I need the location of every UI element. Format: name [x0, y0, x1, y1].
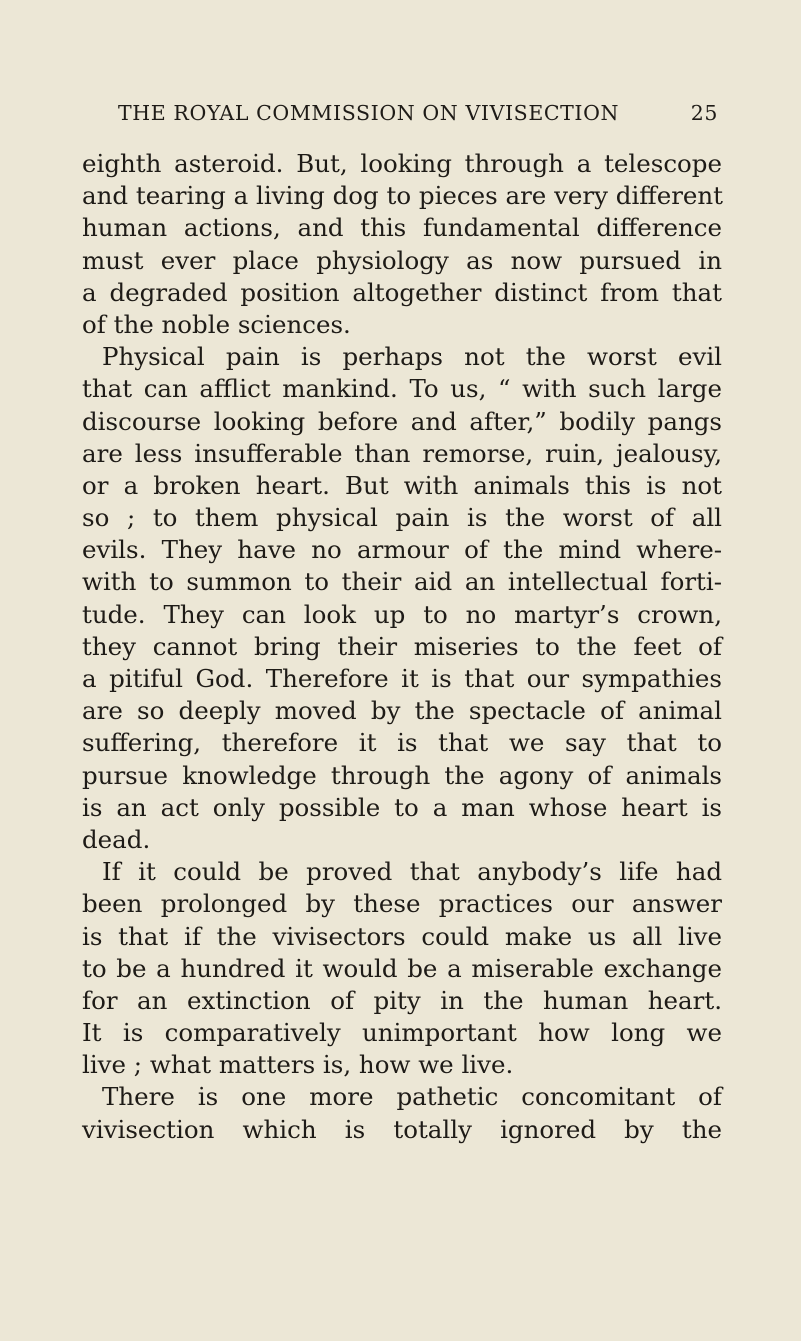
text-line: dead. — [82, 824, 151, 854]
text-line: human actions, and this fundamental difference — [82, 213, 722, 243]
text-line: or a broken heart. But with animals this is not — [82, 470, 722, 500]
text-line: are less insufferable than remorse, ruin, jealousy, — [82, 438, 722, 468]
text-line: eighth asteroid. But, looking through a telescope — [82, 149, 722, 178]
text-line: evils. They have no armour of the mind where- — [82, 535, 722, 565]
text-line: is that if the vivisectors could make us all live — [82, 921, 722, 951]
text-line: Physical pain is perhaps not the worst evil — [102, 342, 722, 372]
text-line: so ; to them physical pain is the worst of all — [82, 503, 722, 533]
body-text — [82, 148, 722, 1146]
text-line: to be a hundred it would be a miserable exchange — [82, 953, 722, 983]
text-line: they cannot bring their miseries to the feet of — [82, 631, 722, 661]
text-line: of the noble sciences. — [82, 309, 351, 339]
text-line: for an extinction of pity in the human heart. — [82, 985, 722, 1015]
running-title: THE ROYAL COMMISSION ON VIVISECTION — [118, 101, 620, 125]
text-line: a degraded position altogether distinct from that — [82, 277, 722, 307]
text-line: are so deeply moved by the spectacle of animal — [82, 696, 722, 726]
text-line: discourse looking before and after,” bodily pangs — [82, 406, 722, 436]
text-line: with to summon to their aid an intellectual forti- — [82, 567, 722, 597]
text-line: If it could be proved that anybody’s life had — [102, 857, 722, 887]
text-line: pursue knowledge through the agony of animals — [82, 760, 722, 790]
running-head — [118, 98, 718, 128]
text-line: a pitiful God. Therefore it is that our sympathies — [82, 664, 722, 693]
text-line: There is one more pathetic concomitant of — [102, 1082, 722, 1112]
text-line: It is comparatively unimportant how long we — [82, 1018, 722, 1048]
text-line: been prolonged by these practices our answer — [82, 889, 722, 919]
text-line: that can afflict mankind. To us, “ with such large — [82, 374, 722, 404]
page-number: 25 — [690, 101, 718, 125]
text-line: live ; what matters is, how we live. — [82, 1050, 514, 1080]
text-line: tude. They can look up to no martyr’s crown, — [82, 599, 722, 629]
text-line: must ever place physiology as now pursued in — [82, 245, 722, 275]
text-line: and tearing a living dog to pieces are very different — [82, 181, 724, 211]
text-line: vivisection which is totally ignored by the — [82, 1114, 722, 1144]
text-line: suffering, therefore it is that we say that to — [82, 728, 722, 758]
text-line: is an act only possible to a man whose heart is — [82, 792, 722, 822]
